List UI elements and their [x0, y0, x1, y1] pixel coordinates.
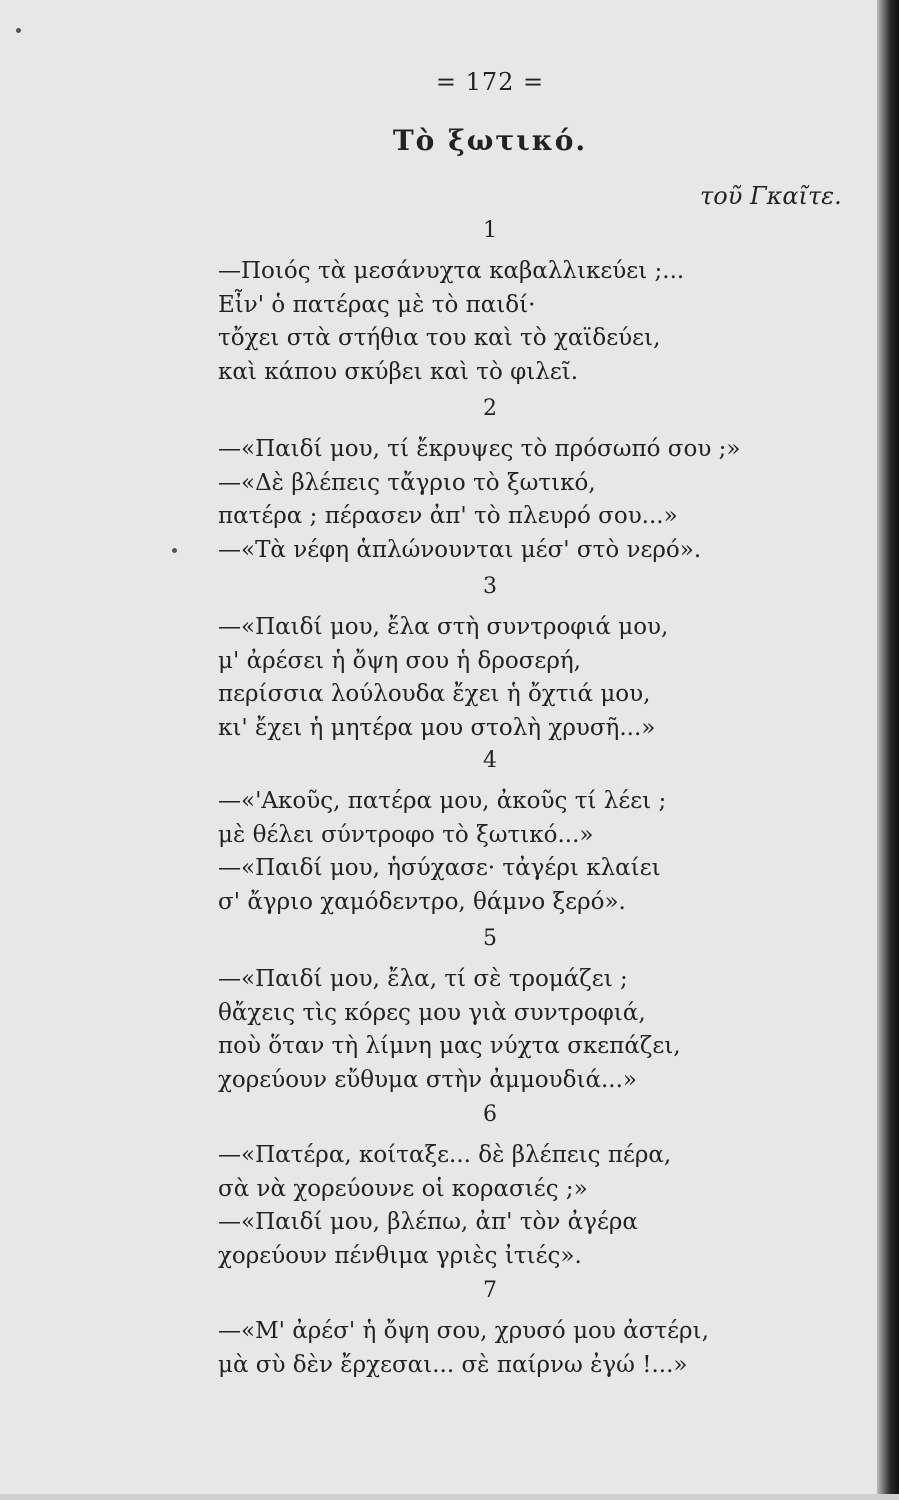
scan-speck [16, 28, 21, 33]
poem-line: —«Παιδί μου, ἔλα στὴ συντροφιά μου, [218, 614, 669, 640]
stanza-number: 1 [483, 218, 497, 243]
poem-line: —«Δὲ βλέπεις τἄγριο τὸ ξωτικό, [218, 469, 596, 496]
poem-line: πατέρα ; πέρασεν ἀπ' τὸ πλευρό σου...» [218, 503, 678, 529]
poem-line: Εἶν' ὁ πατέρας μὲ τὸ παιδί· [218, 291, 536, 318]
poem-line: —Ποιός τὰ μεσάνυχτα καβαλλικεύει ;... [218, 258, 685, 284]
poem-line: καὶ κάπου σκύβει καὶ τὸ φιλεῖ. [218, 358, 579, 385]
stanza-number: 4 [483, 748, 497, 773]
poem-line: ποὺ ὅταν τὴ λίμνη μας νύχτα σκεπάζει, [218, 1033, 681, 1059]
stanza-number: 5 [483, 926, 497, 951]
page-number: = 172 = [435, 68, 545, 96]
poem-line: περίσσια λούλουδα ἔχει ἡ ὄχτιά μου, [218, 681, 651, 707]
stanza-number: 3 [483, 574, 497, 599]
poem-line: χορεύουν εὔθυμα στὴν ἀμμουδιά...» [218, 1066, 637, 1093]
poem-line: κι' ἔχει ἡ μητέρα μου στολὴ χρυσῆ...» [218, 714, 656, 741]
scan-speck [172, 548, 177, 553]
stanza-number: 6 [483, 1102, 497, 1127]
poem-line: σ' ἄγριο χαμόδεντρο, θάμνο ξερό». [218, 888, 626, 915]
stanza-number: 2 [483, 396, 497, 421]
page-bottom-edge [0, 1494, 899, 1500]
stanza-number: 7 [483, 1278, 497, 1303]
poem-line: τὄχει στὰ στήθια του καὶ τὸ χαϊδεύει, [218, 325, 661, 351]
poem-line: σὰ νὰ χορεύουνε οἱ κορασιές ;» [218, 1175, 588, 1202]
poem-line: μ' ἀρέσει ἡ ὄψη σου ἡ δροσερή, [218, 647, 581, 674]
poem-line: —«Παιδί μου, ἡσύχασε· τἀγέρι κλαίει [218, 855, 661, 881]
poem-line: —«Παιδί μου, βλέπω, ἀπ' τὸν ἀγέρα [218, 1209, 638, 1235]
poem-line: μὲ θέλει σύντροφο τὸ ξωτικό...» [218, 821, 594, 848]
poem-title: Τὸ ξωτικό. [392, 124, 588, 157]
poem-line: θἄχεις τὶς κόρες μου γιὰ συντροφιά, [218, 999, 646, 1026]
poem-author: τοῦ Γκαῖτε. [700, 182, 842, 210]
poem-line: —«Μ' ἀρέσ' ἡ ὄψη σου, χρυσό μου ἀστέρι, [218, 1318, 709, 1344]
poem-line: —«Παιδί μου, τί ἔκρυψες τὸ πρόσωπό σου ;» [218, 436, 741, 462]
poem-line: —«Παιδί μου, ἔλα, τί σὲ τρομάζει ; [218, 966, 628, 992]
poem-line: μὰ σὺ δὲν ἔρχεσαι... σὲ παίρνω ἐγώ !...» [218, 1351, 688, 1378]
poem-line: —«'Ακοῦς, πατέρα μου, ἀκοῦς τί λέει ; [218, 788, 667, 814]
poem-line: —«Πατέρα, κοίταξε... δὲ βλέπεις πέρα, [218, 1142, 672, 1168]
poem-line: —«Τὰ νέφη ἁπλώνουνται μέσ' στὸ νερό». [218, 536, 702, 563]
poem-line: χορεύουν πένθιμα γριὲς ἰτιές». [218, 1242, 582, 1269]
